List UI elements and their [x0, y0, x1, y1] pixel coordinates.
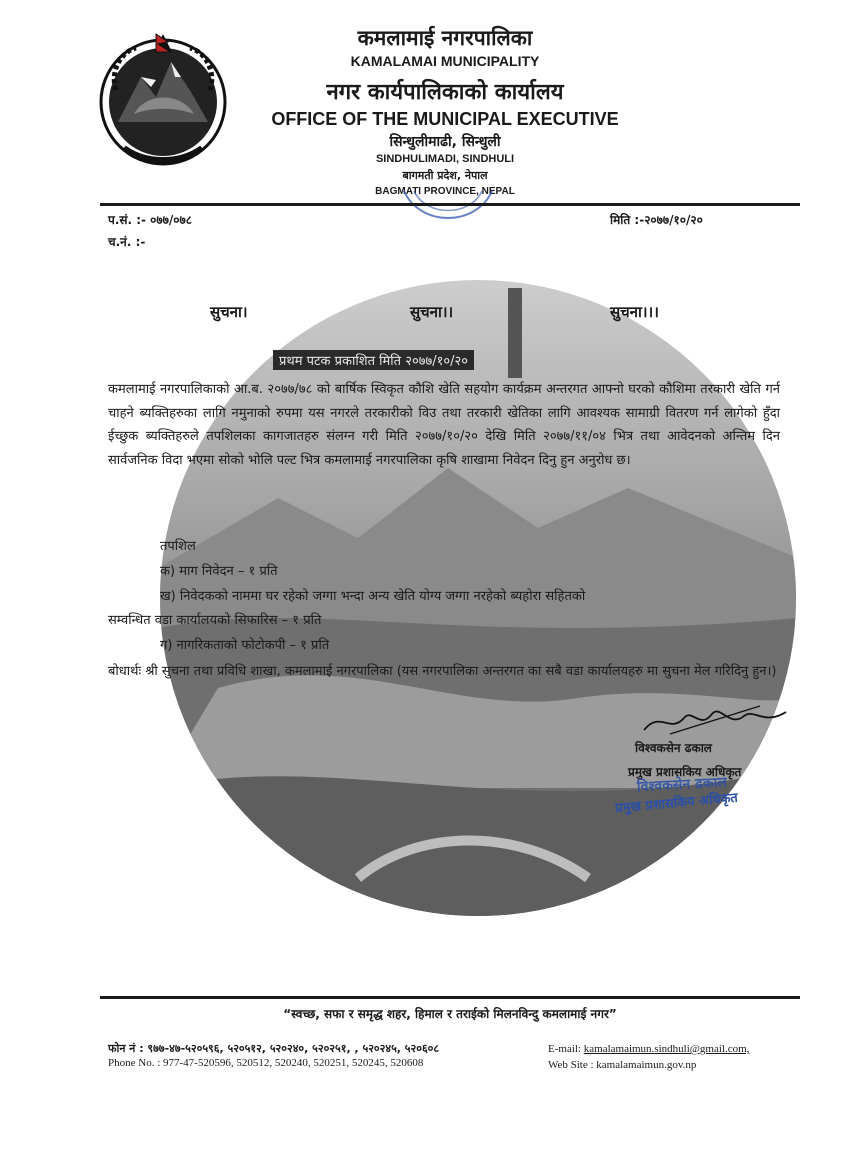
office-stamp-icon — [400, 187, 496, 231]
place-np: सिन्धुलीमाढी, सिन्धुली — [389, 134, 501, 150]
stamp-name: विश्वकसेन ढकाल — [636, 774, 728, 796]
province-en: BAGMATI PROVINCE, NEPAL — [375, 186, 515, 197]
designation-stamp — [615, 775, 805, 815]
email-label: E-mail: — [548, 1043, 581, 1055]
header-divider — [100, 203, 800, 206]
footer-slogan: “स्वच्छ, सफा र समृद्ध शहर, हिमाल र तराईको मिलनविन्दु कमलामाई नगर” — [283, 1007, 617, 1021]
org-name-en: KAMALAMAI MUNICIPALITY — [350, 53, 540, 69]
footer-email — [548, 1043, 749, 1055]
reference-number: प.सं. :- ०७७/०७८ — [108, 213, 193, 227]
list-item-b: ख) निवेदकको नाममा घर रहेको जग्गा भन्दा अन्य खेति योग्य जग्गा नरहेको ब्यहोरा सहितको — [160, 589, 586, 604]
email-link[interactable]: kamalamaimun.sindhuli@gmail.com, — [583, 1043, 750, 1055]
list-heading: तपशिल — [160, 539, 196, 554]
stamp-designation: प्रमुख प्रशासकिय अधिकृत — [614, 790, 739, 817]
dispatch-number: च.नं. :- — [108, 235, 146, 249]
org-name-np: कमलामाई नगरपालिका — [357, 26, 533, 50]
first-published-date: प्रथम पटक प्रकाशित मिति २०७७/१०/२० — [273, 350, 474, 370]
list-item-b-continued: सम्वन्धित वडा कार्यालयको सिफारिस – १ प्रति — [108, 613, 322, 628]
province-np: बागमती प्रदेश, नेपाल — [402, 169, 488, 182]
notice-heading-3: सुचना।।। — [610, 303, 659, 321]
phone-np: फोन नं : ९७७-४७-५२०५९६, ५२०५१२, ५२०२४०, ५२०२५१, , ५२०२४५, ५२०६०८ — [108, 1042, 440, 1055]
place-en: SINDHULIMADI, SINDHULI — [375, 153, 515, 165]
nepal-government-emblem-icon — [96, 22, 231, 172]
signature-icon — [640, 700, 790, 740]
office-name-np: नगर कार्यपालिकाको कार्यालय — [326, 80, 564, 105]
footer-website: Web Site : kamalamaimun.gov.np — [548, 1059, 697, 1071]
signatory-name: विश्वकसेन ढकाल — [635, 741, 712, 755]
notice-heading-1: सुचना। — [210, 303, 248, 321]
footer-divider — [100, 996, 800, 999]
letter-date: मिति :-२०७७/१०/२० — [610, 213, 703, 227]
list-item-c: ग) नागरिकताको फोटोकपी – १ प्रति — [160, 638, 330, 653]
list-item-a: क) माग निवेदन – १ प्रति — [160, 564, 278, 579]
notice-heading-2: सुचना।। — [410, 303, 454, 321]
cc-note: बोधार्थः श्री सुचना तथा प्रविधि शाखा, कमलामाई नगरपालिका (यस नगरपालिका अन्तरगत का सबै वडा कार्यालयहरु मा सुचना मेल गरिदिनु हुन।) — [108, 664, 777, 679]
signatory-designation: प्रमुख प्रशासकिय अधिकृत — [628, 765, 742, 779]
office-name-en: OFFICE OF THE MUNICIPAL EXECUTIVE — [271, 109, 619, 129]
phone-en: Phone No. : 977-47-520596, 520512, 520240, 520251, 520245, 520608 — [108, 1057, 424, 1069]
notice-body: कमलामाई नगरपालिकाको आ.ब. २०७७/७८ को बार्षिक स्विकृत कौशि खेति सहयोग कार्यक्रम अन्तरगत आफ्नो घरको कौशिमा तरकारी खेति गर्न चाहने ब्यक्तिहरुका लागि नमुनाको रुपमा यस नगरले तरकारीको विउ तथा तरकारी खेतिका लागि आवश्यक सामाग्री वितरण गर्न लागेको हुँदा ईच्छुक ब्यक्तिहरुले तपशिलका कागजातहरु संलग्न गरी मिति २०७७/१०/२० देखि मिति २०७७/११/०४ भित्र तथा आवेदनको अन्तिम दिन सार्वजनिक विदा भएमा सोको भोलि पल्ट भित्र कमलामाई नगरपालिका कृषि शाखामा निवेदन दिनु हुन अनुरोध छ। — [108, 382, 780, 468]
